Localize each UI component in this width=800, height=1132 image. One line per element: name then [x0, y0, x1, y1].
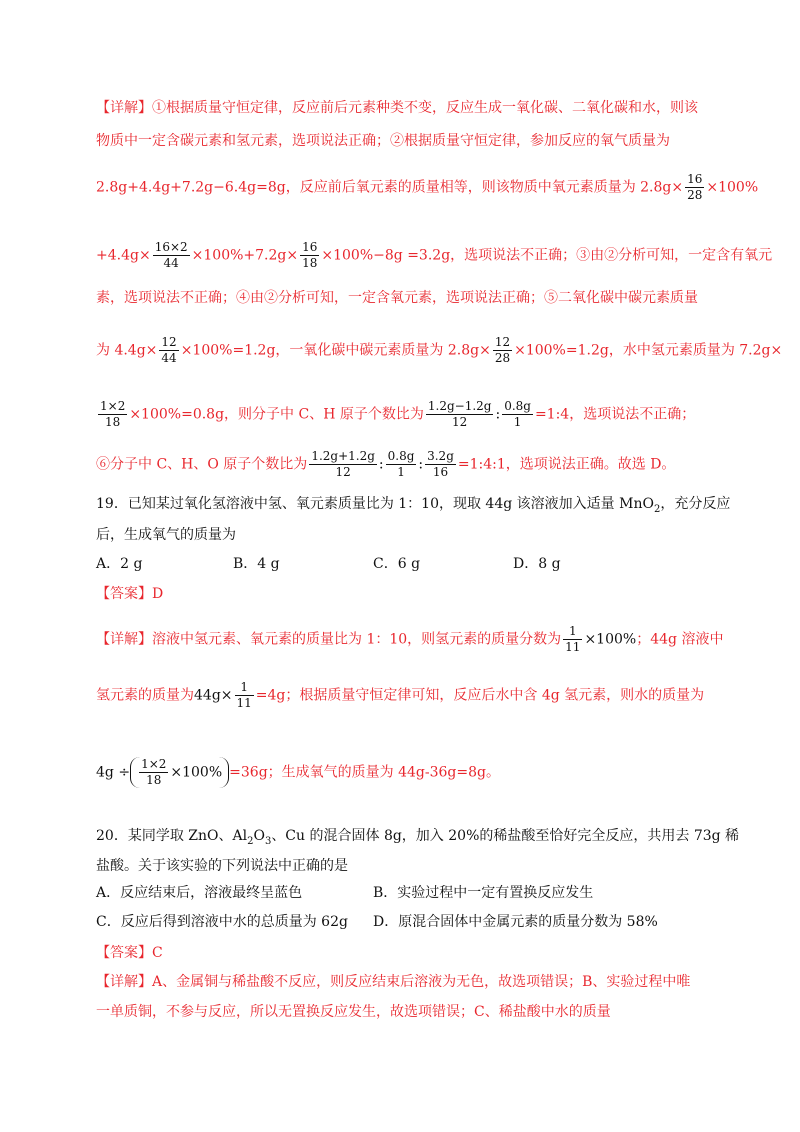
q20-option-a: A．反应结束后，溶液最终呈蓝色	[96, 885, 303, 901]
q18-detail-line-1: 【详解】①根据质量守恒定律，反应前后元素种类不变，反应生成一氧化碳、二氧化碳和水，则该	[96, 100, 698, 116]
q20-stem-line-2: 盐酸。关于该实验的下列说法中正确的是	[96, 858, 348, 874]
answer-value: C	[152, 945, 163, 961]
q20-option-b: B．实验过程中一定有置换反应发生	[373, 885, 594, 901]
detail-tag: 【详解】	[96, 631, 152, 648]
q20-detail-line-2: 一单质铜，不参与反应，所以无置换反应发生，故选项错误；C、稀盐酸中水的质量	[96, 1004, 611, 1020]
fraction: $\frac{1.2g-1.2g}{12}$	[427, 399, 492, 429]
q19-detail-line-2: 氢元素的质量为44g× $\frac{1}{11}$ =4g；根据质量守恒定律可知，反应后水中含 4g 氢元素，则水的质量为	[96, 680, 705, 710]
detail-tag: 【详解】	[96, 974, 152, 990]
fraction: $\frac{1\times 2}{18}$	[141, 757, 167, 787]
detail-tag: 【详解】	[96, 100, 152, 116]
fraction: $\frac{1}{11}$	[236, 680, 252, 710]
fraction: $\frac{12}{44}$	[161, 335, 177, 365]
q19-option-a: A．2 g	[96, 556, 143, 572]
q19-option-d: D．8 g	[513, 556, 561, 572]
fraction: $\frac{12}{28}$	[494, 335, 511, 365]
answer-tag: 【答案】	[96, 586, 152, 602]
answer-value: D	[152, 586, 164, 602]
q20-option-d: D．原混合固体中金属元素的质量分数为 58%	[373, 914, 658, 930]
fraction: $\frac{16}{18}$	[302, 240, 318, 270]
q18-detail-line-3: 2.8g+4.4g+7.2g−6.4g=8g，反应前后氧元素的质量相等，则该物质中氧元素质量为 2.8g× $\frac{16}{28}$ ×100%	[96, 172, 759, 202]
q20-option-c: C．反应后得到溶液中水的总质量为 62g	[96, 914, 348, 930]
fraction: $\frac{3.2g}{16}$	[427, 449, 454, 479]
q19-answer	[96, 583, 163, 605]
fraction: $\frac{0.8g}{1}$	[387, 449, 415, 479]
fraction: $\frac{0.8g}{1}$	[504, 399, 531, 429]
q18-detail-line-2: 物质中一定含碳元素和氢元素，选项说法正确；②根据质量守恒定律，参加反应的氧气质量为	[96, 133, 670, 149]
fraction: $\frac{16}{28}$	[687, 172, 703, 202]
q18-detail-line-5: 素，选项说法不正确；④由②分析可知，一定含氧元素，选项说法正确；⑤二氧化碳中碳元素质量	[96, 290, 698, 306]
q19-stem-line-2: 后，生成氧气的质量为	[96, 527, 236, 543]
q19-stem-line-1: 19．已知某过氧化氢溶液中氢、氧元素质量比为 1：10，现取 44g 该溶液加入适量 MnO$_2$，充分反应	[96, 496, 731, 515]
q19-detail-line-1: 【详解】溶液中氢元素、氧元素的质量比为 1：10，则氢元素的质量分数为 $\frac{1}{11}$ ×100%；44g 溶液中	[96, 624, 724, 654]
q18-detail-line-8: ⑥分子中 C、H、O 原子个数比为 $\frac{1.2g+1.2g}{12}$ : $\frac{0.8g}{1}$ : $\frac{3.2g}{16}$ =1:4:1，选项说法正确。故选 D。	[96, 449, 676, 479]
q19-option-b: B．4 g	[233, 556, 280, 572]
fraction: $\frac{1\times 2}{18}$	[100, 399, 126, 429]
q19-detail-line-3: 4g ÷ $\frac{1\times 2}{18}$ ×100% =36g；生成氧气的质量为 44g-36g=8g。	[96, 757, 500, 787]
answer-tag: 【答案】	[96, 945, 152, 961]
fraction: $\frac{1.2g+1.2g}{12}$	[311, 449, 375, 479]
q20-stem-line-1: 20．某同学取 ZnO、$Al_2O_3$、Cu 的混合固体 8g，加入 20%的稀盐酸至恰好完全反应，共用去 73g 稀	[96, 828, 740, 847]
q18-detail-line-6: 为 4.4g× $\frac{12}{44}$ ×100%=1.2g，一氧化碳中碳元素质量为 2.8g× $\frac{12}{28}$ ×100%=1.2g，水中氢元素质量为 7.2g×	[96, 335, 783, 365]
parenthesis-group: $\frac{1\times 2}{18}$ ×100%	[130, 757, 229, 788]
q20-answer	[96, 942, 163, 964]
q18-detail-line-7: $\frac{1\times 2}{18}$ ×100%=0.8g，则分子中 C、H 原子个数比为 $\frac{1.2g-1.2g}{12}$ : $\frac{0.8g}{1}$ =1:4，选项说法不正确；	[100, 399, 696, 429]
q18-detail-line-4: +4.4g× $\frac{16\times 2}{44}$ ×100%+7.2g× $\frac{16}{18}$ ×100%−8g =3.2g，选项说法不正确；③由②分析可知，一定含有氧元	[96, 240, 773, 270]
q19-option-c: C．6 g	[373, 556, 421, 572]
q20-detail-line-1: 【详解】A、金属铜与稀盐酸不反应，则反应结束后溶液为无色，故选项错误；B、实验过程中唯	[96, 974, 691, 990]
fraction: $\frac{1}{11}$	[565, 624, 581, 654]
fraction: $\frac{16\times 2}{44}$	[154, 240, 188, 270]
